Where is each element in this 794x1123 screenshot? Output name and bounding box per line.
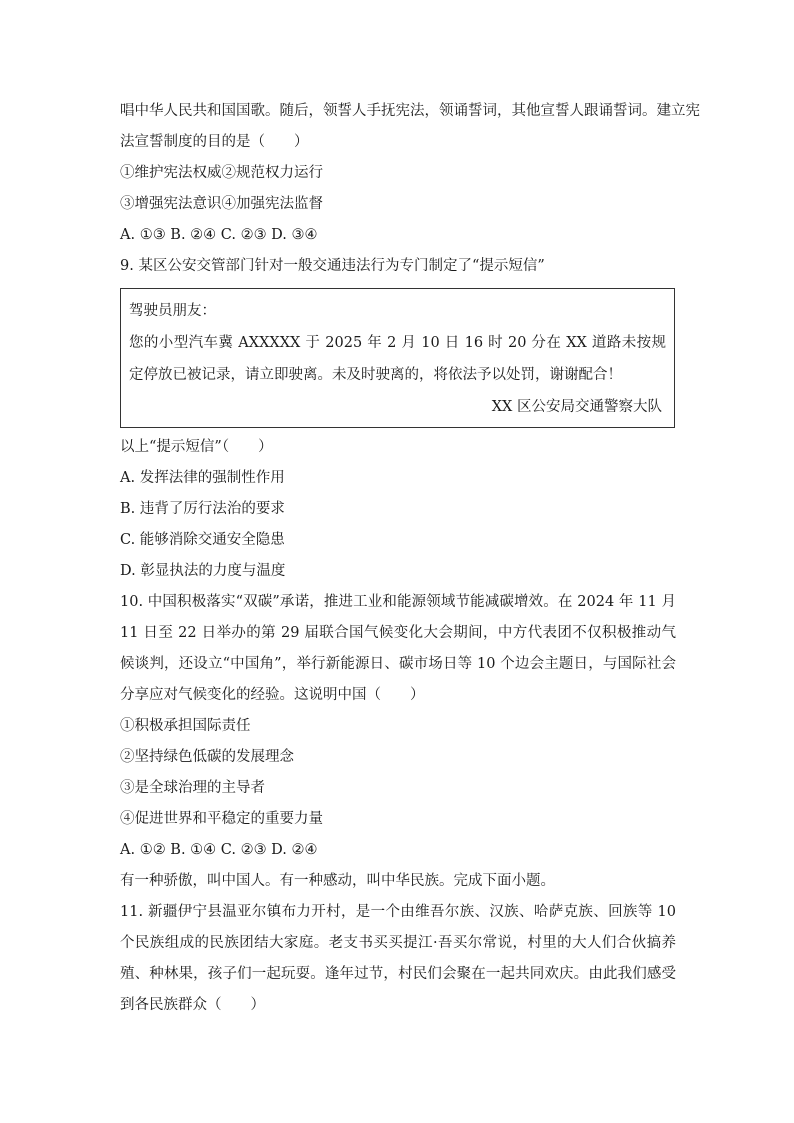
q10-stem: 10. 中国积极落实“双碳”承诺，推进工业和能源领域节能减碳增效。在 2024 年 11 月 11 日至 22 日举办的第 29 届联合国气候变化大会期间，中方代表团不仅积极推动气候谈判，还设立“中国角”，举行新能源日、碳市场日等 10 个边会主题日，与国际社会分享应对气候变化的经验。这说明中国（ ）	[120, 594, 676, 703]
q8-stem-line2: 法宣誓制度的目的是（ ）	[120, 134, 309, 150]
q10-option-2: ②坚持绿色低碳的发展理念	[120, 749, 294, 765]
q8-option-34: ③增强宪法意识④加强宪法监督	[120, 196, 323, 212]
q10-option-4: ④促进世界和平稳定的重要力量	[120, 811, 323, 827]
q9-option-d: D. 彰显执法的力度与温度	[120, 563, 286, 579]
q8-stem-line1: 唱中华人民共和国国歌。随后，领誓人手抚宪法，领诵誓词，其他宣誓人跟诵誓词。建立宪	[120, 103, 700, 119]
q8-option-12: ①维护宪法权威②规范权力运行	[120, 165, 323, 181]
notice-body: 您的小型汽车冀 AXXXXX 于 2025 年 2 月 10 日 16 时 20 分在 XX 道路未按规定停放已被记录，请立即驶离。未及时驶离的，将依法予以处罚，谢谢配合！	[129, 335, 666, 383]
q9-option-c: C. 能够消除交通安全隐患	[120, 532, 285, 548]
notice-signature: XX 区公安局交通警察大队	[491, 399, 662, 415]
exam-page	[120, 96, 700, 1021]
q9-option-a: A. 发挥法律的强制性作用	[120, 470, 285, 486]
q10-option-1: ①积极承担国际责任	[120, 718, 251, 734]
sms-notice-box	[120, 288, 675, 428]
notice-greeting: 驾驶员朋友：	[129, 303, 216, 319]
q9-after: 以上“提示短信”（ ）	[120, 439, 273, 455]
q10-choices: A. ①② B. ①④ C. ②③ D. ②④	[120, 842, 318, 858]
section-intro: 有一种骄傲，叫中国人。有一种感动，叫中华民族。完成下面小题。	[120, 873, 555, 889]
q9-option-b: B. 违背了厉行法治的要求	[120, 501, 285, 517]
q9-stem: 9. 某区公安交管部门针对一般交通违法行为专门制定了“提示短信”	[120, 258, 545, 274]
q11-stem: 11. 新疆伊宁县温亚尔镇布力开村，是一个由维吾尔族、汉族、哈萨克族、回族等 10 个民族组成的民族团结大家庭。老支书买买提江·吾买尔常说，村里的大人们合伙搞养殖、种林果，孩子们一起玩耍。逢年过节，村民们会聚在一起共同欢庆。由此我们感受到各民族群众（ ）	[120, 904, 676, 1013]
q8-choices: A. ①③ B. ②④ C. ②③ D. ③④	[120, 227, 318, 243]
q10-option-3: ③是全球治理的主导者	[120, 780, 265, 796]
